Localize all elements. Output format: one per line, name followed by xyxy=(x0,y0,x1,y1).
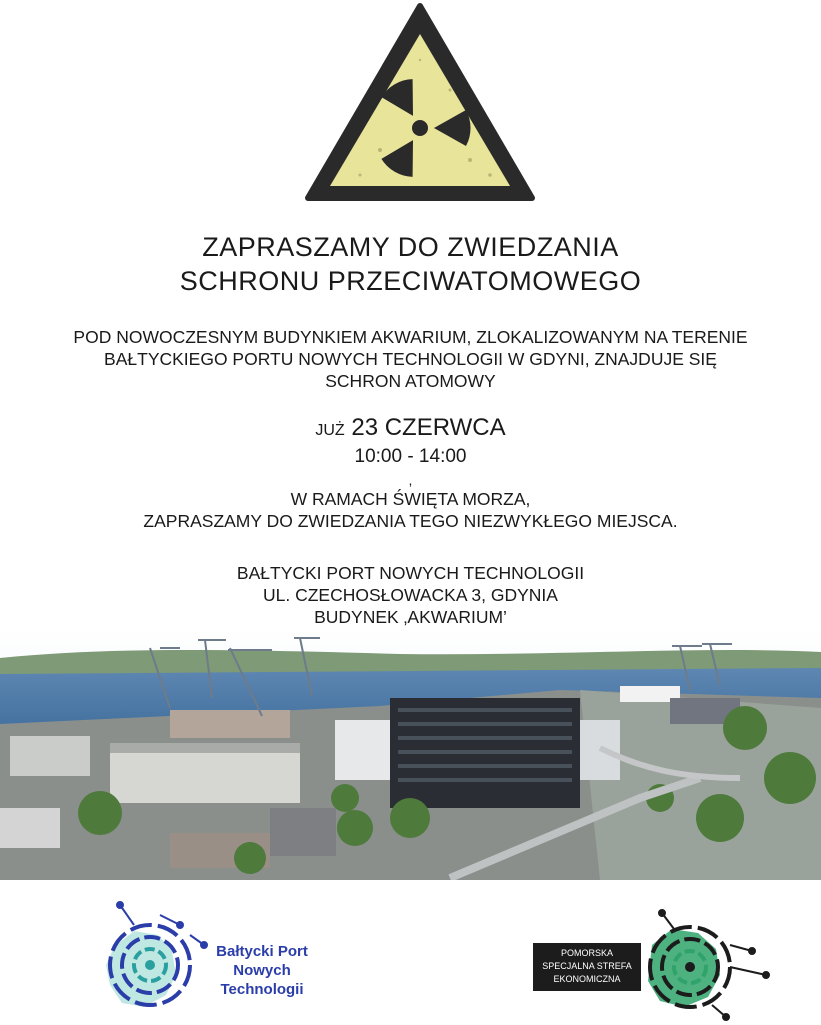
bpnt-logo-line-1: Bałtycki Port xyxy=(216,943,308,960)
bpnt-logo-line-2: Nowych xyxy=(233,962,291,979)
intro-line-3: SCHRON ATOMOWY xyxy=(325,371,496,391)
address-line-3: BUDYNEK ‚AKWARIUM’ xyxy=(314,607,507,627)
psse-logo-line-1: POMORSKA xyxy=(560,948,613,958)
page-title xyxy=(0,230,821,298)
intro-paragraph xyxy=(0,326,821,392)
title-line-2: SCHRONU PRZECIWATOMOWEGO xyxy=(179,266,642,296)
bpnt-circuit-logo-icon xyxy=(100,895,210,1025)
psse-circuit-logo-icon xyxy=(642,905,782,1024)
stray-comma: , xyxy=(408,472,413,488)
occasion-line-2: ZAPRASZAMY DO ZWIEDZANIA TEGO NIEZWYKŁEGO MIEJSCA. xyxy=(143,511,678,531)
psse-logo-text-box xyxy=(533,943,641,991)
psse-logo xyxy=(530,905,790,1024)
occasion-text xyxy=(0,488,821,532)
bpnt-logo-line-3: Technologii xyxy=(220,981,304,998)
address-line-1: BAŁTYCKI PORT NOWYCH TECHNOLOGII xyxy=(236,563,585,583)
radiation-warning-icon xyxy=(300,0,540,210)
bpnt-logo xyxy=(100,895,340,1025)
title-line-1: ZAPRASZAMY DO ZWIEDZANIA xyxy=(202,232,619,262)
date-prefix: JUŻ xyxy=(315,422,345,439)
psse-logo-line-2: SPECJALNA STREFA xyxy=(542,961,632,971)
event-date xyxy=(0,414,821,442)
intro-line-1: POD NOWOCZESNYM BUDYNKIEM AKWARIUM, ZLOKALIZOWANYM NA TERENIE xyxy=(73,327,748,347)
port-aerial-photo xyxy=(0,628,821,880)
occasion-line-1: W RAMACH ŚWIĘTA MORZA, xyxy=(290,489,531,509)
intro-line-2: BAŁTYCKIEGO PORTU NOWYCH TECHNOLOGII W GDYNI, ZNAJDUJE SIĘ xyxy=(104,349,717,369)
address-line-2: UL. CZECHOSŁOWACKA 3, GDYNIA xyxy=(263,585,558,605)
event-time: 10:00 - 14:00 xyxy=(354,446,467,467)
date-value: 23 CZERWCA xyxy=(351,414,506,441)
psse-logo-line-3: EKONOMICZNA xyxy=(553,974,621,984)
address-block xyxy=(0,562,821,628)
